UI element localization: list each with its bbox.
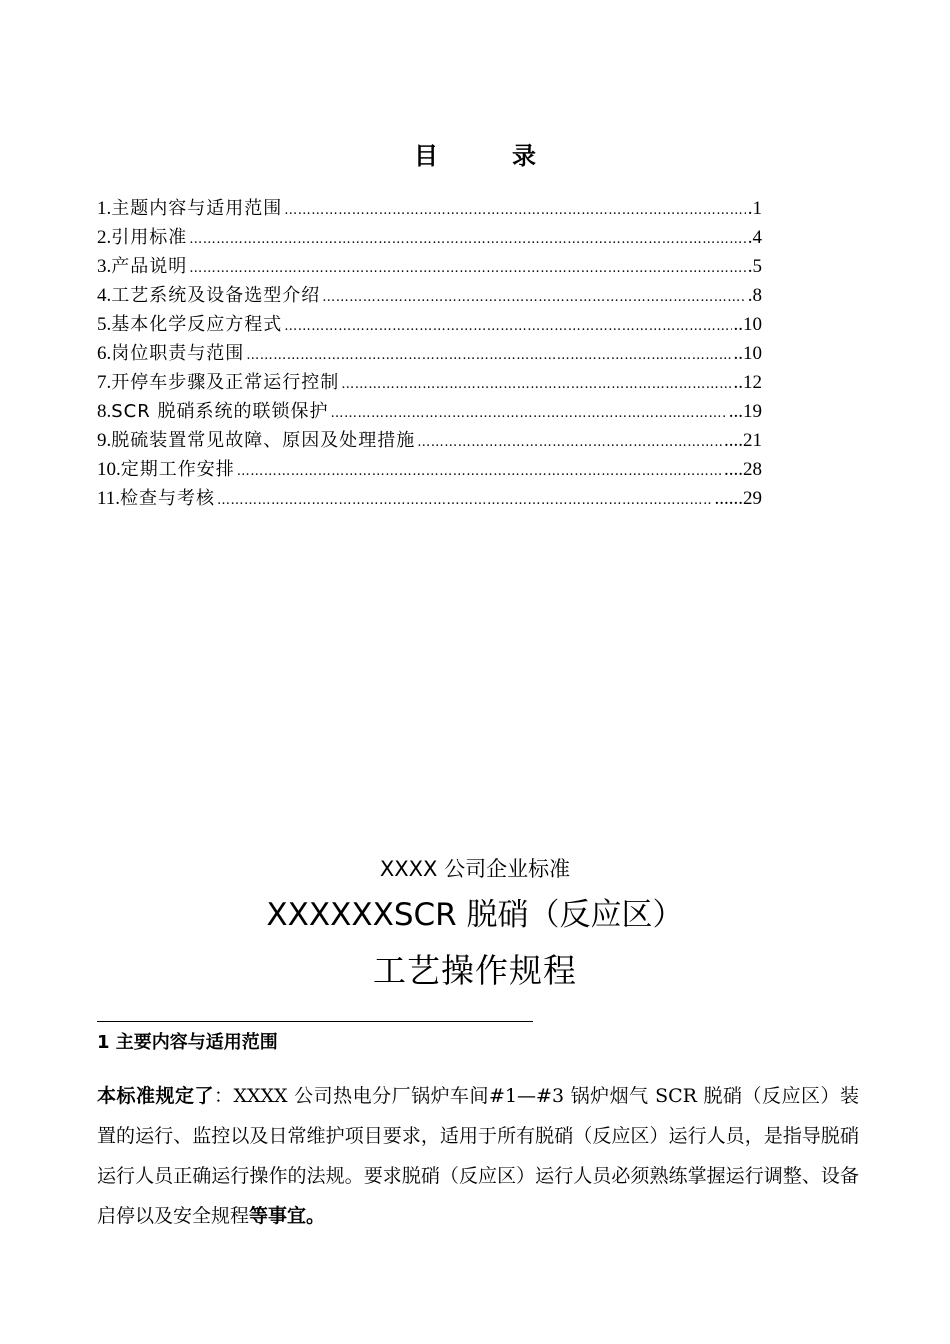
- toc-dot-leader: [237, 457, 722, 486]
- toc-title: [0, 136, 950, 171]
- toc-entry-label: [97, 194, 282, 223]
- toc-entry-number: 6.: [97, 343, 112, 364]
- toc-dot-leader: [284, 312, 731, 341]
- section-paragraph: [97, 1076, 859, 1236]
- toc-entry[interactable]: [97, 455, 762, 484]
- toc-entry-text: 主题内容与适用范围: [111, 198, 283, 219]
- document-title-line2: 工艺操作规程: [373, 951, 577, 990]
- toc-entry-text: 工艺系统及设备选型介绍: [111, 285, 321, 306]
- toc-entry-label: [97, 368, 339, 397]
- toc-entry-number: 7.: [97, 372, 112, 393]
- toc-entry-label: [97, 223, 187, 252]
- toc-entry-text: 引用标准: [111, 227, 188, 248]
- toc-entry-label: [97, 484, 215, 513]
- toc-entry-number: 3.: [97, 256, 112, 277]
- toc-entry-text: 基本化学反应方程式: [111, 314, 283, 335]
- toc-entry-page: ....28: [724, 459, 762, 480]
- toc-entry-page: ..10: [733, 343, 762, 364]
- toc-entry[interactable]: [97, 339, 762, 368]
- toc-title-left: 目: [414, 142, 438, 170]
- toc-dot-leader: [217, 486, 712, 515]
- toc-entry[interactable]: [97, 484, 762, 513]
- toc-entry-label: [97, 455, 235, 484]
- toc-entry-page: ....21: [724, 430, 762, 451]
- toc-entry-page: ...19: [728, 401, 762, 422]
- toc-entry-number: 8.: [97, 401, 112, 422]
- toc-entry[interactable]: [97, 426, 762, 455]
- toc-entry[interactable]: [97, 252, 762, 281]
- toc-entry-page: .4: [747, 227, 762, 248]
- toc-dot-leader: [284, 196, 746, 225]
- toc-dot-leader: [417, 428, 722, 457]
- toc-entry-number: 11.: [97, 488, 121, 509]
- toc-entry-number: 1.: [97, 198, 112, 219]
- toc-entry-label: [97, 281, 320, 310]
- paragraph-tail: 等事宜。: [249, 1205, 326, 1227]
- toc-entry-label: [97, 252, 187, 281]
- horizontal-rule: [97, 1021, 533, 1022]
- paragraph-lead: 本标准规定了: [97, 1085, 214, 1107]
- toc-entry-text: SCR 脱硝系统的联锁保护: [111, 401, 329, 422]
- toc-dot-leader: [330, 399, 726, 428]
- toc-entry-label: [97, 310, 282, 339]
- toc-entry-label: [97, 426, 415, 455]
- toc-entry-number: 9.: [97, 430, 112, 451]
- document-title-line1: XXXXXXSCR 脱硝（反应区）: [266, 897, 684, 933]
- toc-dot-leader: [322, 283, 746, 312]
- toc-entry-text: 岗位职责与范围: [111, 343, 245, 364]
- toc-title-right: 录: [512, 142, 536, 170]
- paragraph-body: ：XXXX 公司热电分厂锅炉车间#1—#3 锅炉烟气 SCR 脱硝（反应区）装置的运行、监控以及日常维护项目要求，适用于所有脱硝（反应区）运行人员，是指导脱硝运行人员正确运行操作的法规。要求脱硝（反应区）运行人员必须熟练掌握运行调整、设备启停以及安全规程: [97, 1085, 859, 1227]
- toc-entry-text: 脱硫装置常见故障、原因及处理措施: [111, 430, 416, 451]
- toc-entry-page: .8: [747, 285, 762, 306]
- section-heading: 1 主要内容与适用范围: [97, 1032, 278, 1053]
- toc-dot-leader: [246, 341, 731, 370]
- toc-entry-label: [97, 339, 244, 368]
- toc-dot-leader: [189, 254, 746, 283]
- toc-entry-page: ..10: [733, 314, 762, 335]
- toc-entry-text: 产品说明: [111, 256, 188, 277]
- toc-entry-page: ..12: [733, 372, 762, 393]
- toc-entry-page: .1: [747, 198, 762, 219]
- standard-subtitle: XXXX 公司企业标准: [379, 857, 571, 881]
- toc-entry[interactable]: [97, 368, 762, 397]
- toc-entry-number: 5.: [97, 314, 112, 335]
- toc-entry[interactable]: [97, 281, 762, 310]
- toc-entry[interactable]: [97, 223, 762, 252]
- toc-entry-page: .5: [747, 256, 762, 277]
- table-of-contents: [97, 194, 762, 513]
- toc-entry-number: 10.: [97, 459, 121, 480]
- toc-entry-number: 4.: [97, 285, 112, 306]
- toc-dot-leader: [189, 225, 746, 254]
- toc-entry[interactable]: [97, 194, 762, 223]
- toc-entry-text: 定期工作安排: [120, 459, 235, 480]
- toc-entry[interactable]: [97, 397, 762, 426]
- toc-entry-label: [97, 397, 328, 426]
- toc-entry-number: 2.: [97, 227, 112, 248]
- toc-entry-page: ......29: [714, 488, 762, 509]
- toc-dot-leader: [341, 370, 731, 399]
- toc-entry[interactable]: [97, 310, 762, 339]
- toc-entry-text: 开停车步骤及正常运行控制: [111, 372, 340, 393]
- toc-entry-text: 检查与考核: [120, 488, 216, 509]
